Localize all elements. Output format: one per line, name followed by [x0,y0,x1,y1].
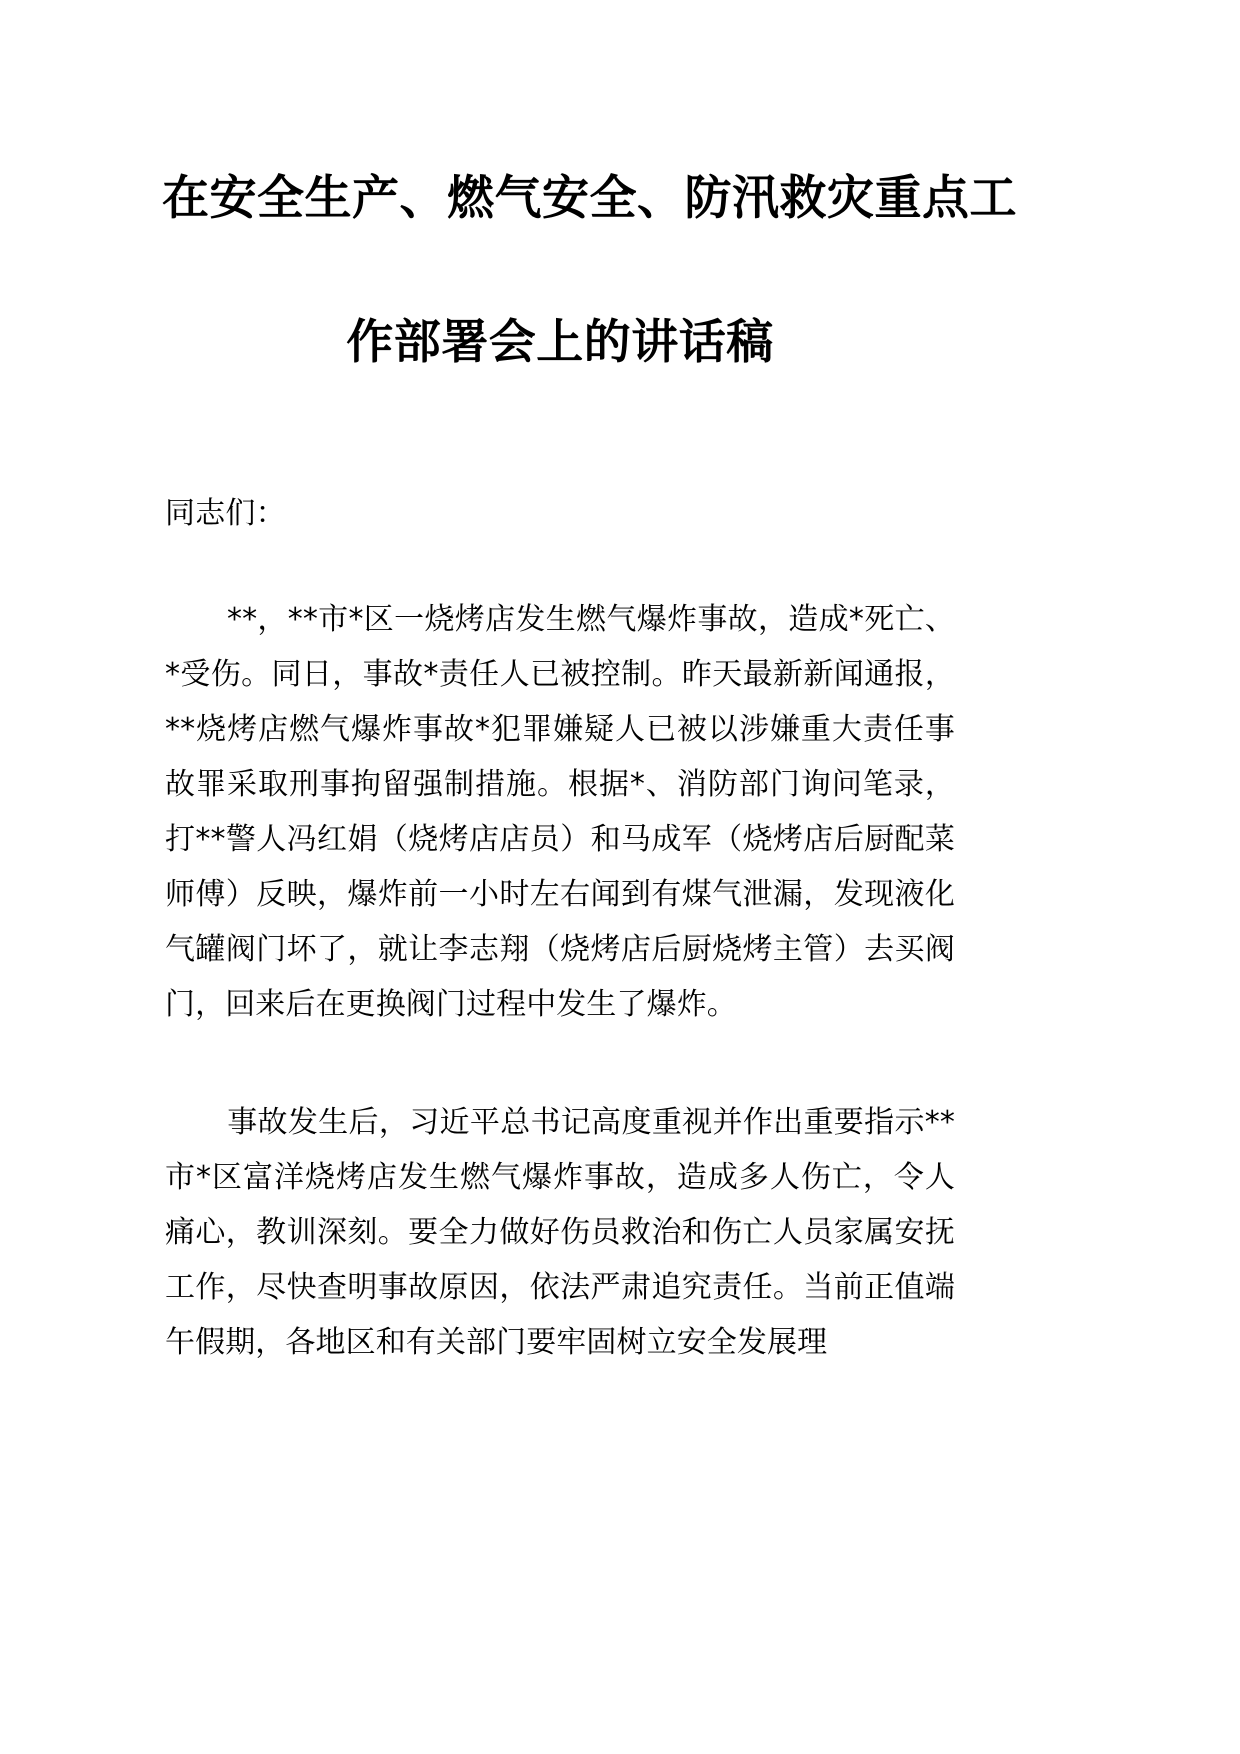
page-title-line-1: 在安全生产、燃气安全、防汛救灾重点工 [162,171,1017,226]
body-paragraph-2: 事故发生后，习近平总书记高度重视并作出重要指示**市*区富洋烧烤店发生燃气爆炸事故，造成多人伤亡，令人痛心，教训深刻。要全力做好伤员救治和伤亡人员家属安抚工作，尽快查明事故原因，依法严肃追究责任。当前正值端午假期，各地区和有关部门要牢固树立安全发展理 [165,1105,955,1360]
salutation: 同志们： [165,496,286,531]
page-title [162,0,1017,370]
body-paragraph-1: **，**市*区一烧烤店发生燃气爆炸事故，造成*死亡、*受伤。同日，事故*责任人已被控制。昨天最新新闻通报，**烧烤店燃气爆炸事故*犯罪嫌疑人已被以涉嫌重大责任事故罪采取刑事拘留强制措施。根据*、消防部门询问笔录，打**警人冯红娟（烧烤店店员）和马成军（烧烤店后厨配菜师傅）反映，爆炸前一小时左右闻到有煤气泄漏，发现液化气罐阀门坏了，就让李志翔（烧烤店后厨烧烤主管）去买阀门，回来后在更换阀门过程中发生了爆炸。 [165,602,955,1022]
document-content [162,0,1017,1370]
page-title-line-2: 作部署会上的讲话稿 [346,315,774,370]
